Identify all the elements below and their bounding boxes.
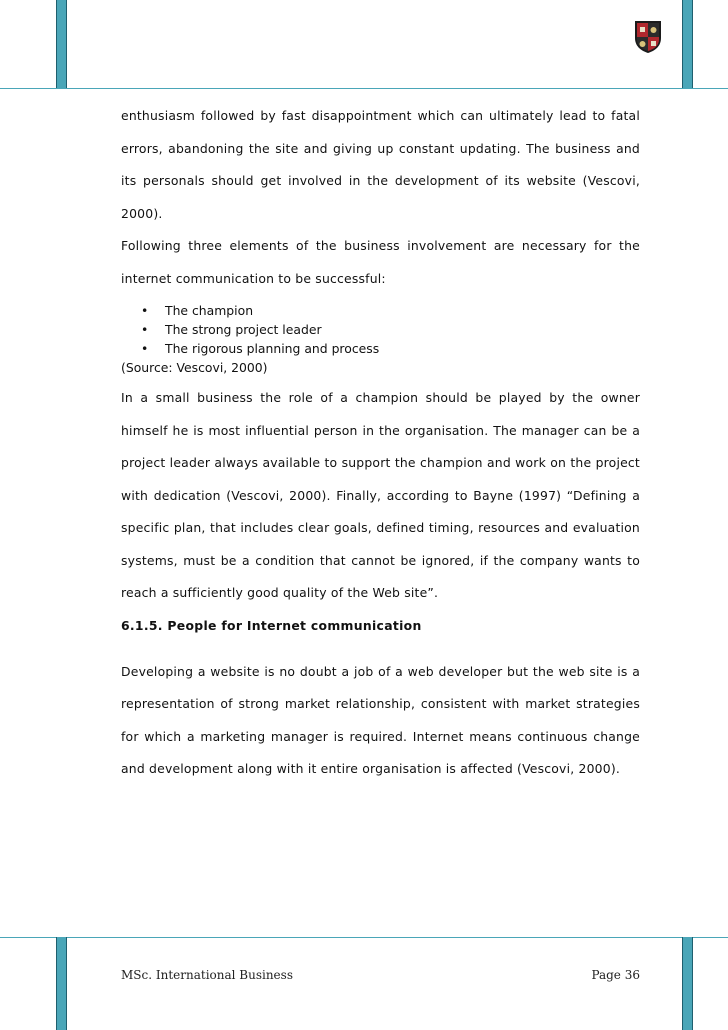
right-border-bar-top bbox=[682, 0, 693, 88]
page-body bbox=[121, 100, 640, 786]
bullet-icon: • bbox=[141, 322, 149, 337]
left-border-bar-top bbox=[56, 0, 67, 88]
paragraph-continuation: enthusiasm followed by fast disappointment which can ultimately lead to fatal errors, abandoning the site and giving up constant updating. The business and its personals should get involved in the development of its website (Vescovi, 2000). bbox=[121, 108, 640, 221]
bullet-icon: • bbox=[141, 341, 149, 356]
footer-program: MSc. International Business bbox=[121, 968, 293, 982]
list-item: • The rigorous planning and process bbox=[141, 341, 380, 356]
footer-rule bbox=[0, 937, 728, 938]
bullet-list bbox=[121, 301, 640, 358]
page-number: Page 36 bbox=[591, 968, 640, 982]
university-crest-icon bbox=[634, 20, 662, 54]
paragraph-elements-intro: Following three elements of the business involvement are necessary for the internet communication to be successful: bbox=[121, 238, 640, 286]
list-item: • The strong project leader bbox=[141, 322, 322, 337]
section-heading: 6.1.5. People for Internet communication bbox=[121, 617, 422, 633]
left-border-bar-bottom bbox=[56, 937, 67, 1030]
header-rule bbox=[0, 88, 728, 89]
bullet-icon: • bbox=[141, 303, 149, 318]
page-footer bbox=[121, 968, 640, 982]
list-item: • The champion bbox=[141, 303, 254, 318]
paragraph-champion: In a small business the role of a champion should be played by the owner himself he is most influential person in the organisation. The manager can be a project leader always available to support the champion and work on the project with dedication (Vescovi, 2000). Finally, according to Bayne (1997) “Defining a specific plan, that includes clear goals, defined timing, resources and evaluation systems, must be a condition that cannot be ignored, if the company wants to reach a sufficiently good quality of the Web site”. bbox=[121, 390, 640, 600]
source-citation: (Source: Vescovi, 2000) bbox=[121, 360, 268, 375]
right-border-bar-bottom bbox=[682, 937, 693, 1030]
paragraph-people: Developing a website is no doubt a job of a web developer but the web site is a representation of strong market relationship, consistent with market strategies for which a marketing manager is required. Internet means continuous change and development along with it entire organisation is affected (Vescovi, 2000). bbox=[121, 663, 640, 776]
